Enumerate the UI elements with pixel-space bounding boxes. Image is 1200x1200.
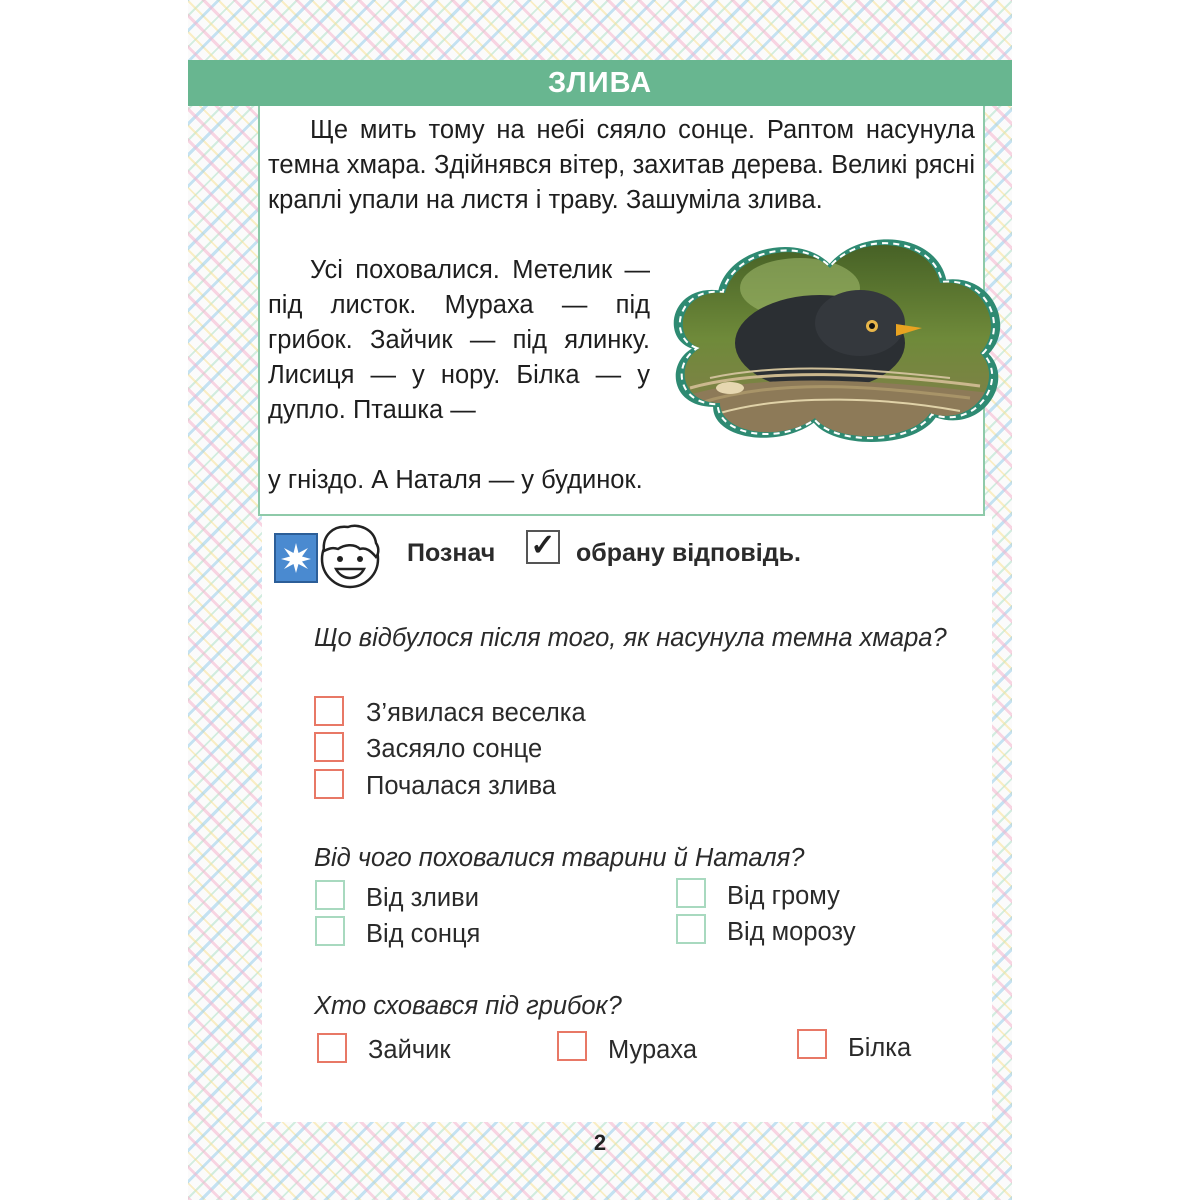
question-1-option-1-label: З’явилася веселка: [366, 699, 586, 727]
question-3-option-2-label: Мураха: [608, 1036, 698, 1064]
question-1-option-2-label: Засяяло сонце: [366, 735, 543, 763]
bird-in-nest-photo: [660, 228, 1010, 450]
question-2-option-4-label: Від морозу: [727, 918, 856, 946]
task-badge: [274, 533, 318, 583]
question-3-option-3-checkbox[interactable]: [797, 1029, 827, 1059]
question-1-option-1-checkbox[interactable]: [314, 696, 344, 726]
story-paragraph-1: Ще мить тому на небі сяяло сонце. Раптом насунула темна хмара. Здійнявся вітер, захитав дерева. Великі рясні краплі упали на листя і траву. Зашуміла злива.: [268, 116, 975, 214]
question-2-option-2-checkbox[interactable]: [315, 916, 345, 946]
question-2-option-4-checkbox[interactable]: [676, 914, 706, 944]
question-2-option-3-label: Від грому: [727, 882, 840, 910]
question-3-option-1-label: Зайчик: [368, 1036, 451, 1064]
question-1-option-3-label: Почалася злива: [366, 772, 557, 800]
title-bar: [188, 60, 1012, 106]
question-3-text: Хто сховався під грибок?: [314, 992, 622, 1020]
smiling-boy-icon: [316, 521, 384, 591]
page-number: 2: [593, 1130, 607, 1155]
check-mark-sample: ✓: [526, 530, 560, 564]
question-3-option-2-checkbox[interactable]: [557, 1031, 587, 1061]
page-title: ЗЛИВА: [547, 66, 653, 99]
question-2-option-1-label: Від зливи: [366, 884, 479, 912]
question-2-option-2-label: Від сонця: [366, 920, 481, 948]
question-2-option-3-checkbox[interactable]: [676, 878, 706, 908]
question-3-option-1-checkbox[interactable]: [317, 1033, 347, 1063]
question-1-text: Що відбулося після того, як насунула темна хмара?: [314, 624, 947, 652]
question-1-option-2-checkbox[interactable]: [314, 732, 344, 762]
questions-panel: [262, 516, 992, 1122]
instruction-text-start: Познач: [407, 539, 496, 567]
star-icon: [280, 542, 312, 574]
question-3-option-3-label: Білка: [848, 1034, 912, 1062]
instruction-text-end: обрану відповідь.: [576, 539, 801, 567]
question-2-text: Від чого поховалися тварини й Наталя?: [314, 844, 805, 872]
question-2-option-1-checkbox[interactable]: [315, 880, 345, 910]
story-paragraph-2: Усі поховалися. Метелик — під листок. Мураха — під грибок. Зайчик — під ялинку. Лисиця — у нору. Білка — у дупло. Пташка —: [268, 256, 650, 424]
story-paragraph-2-last-line: у гніздо. А Наталя — у будинок.: [268, 466, 643, 494]
question-1-option-3-checkbox[interactable]: [314, 769, 344, 799]
